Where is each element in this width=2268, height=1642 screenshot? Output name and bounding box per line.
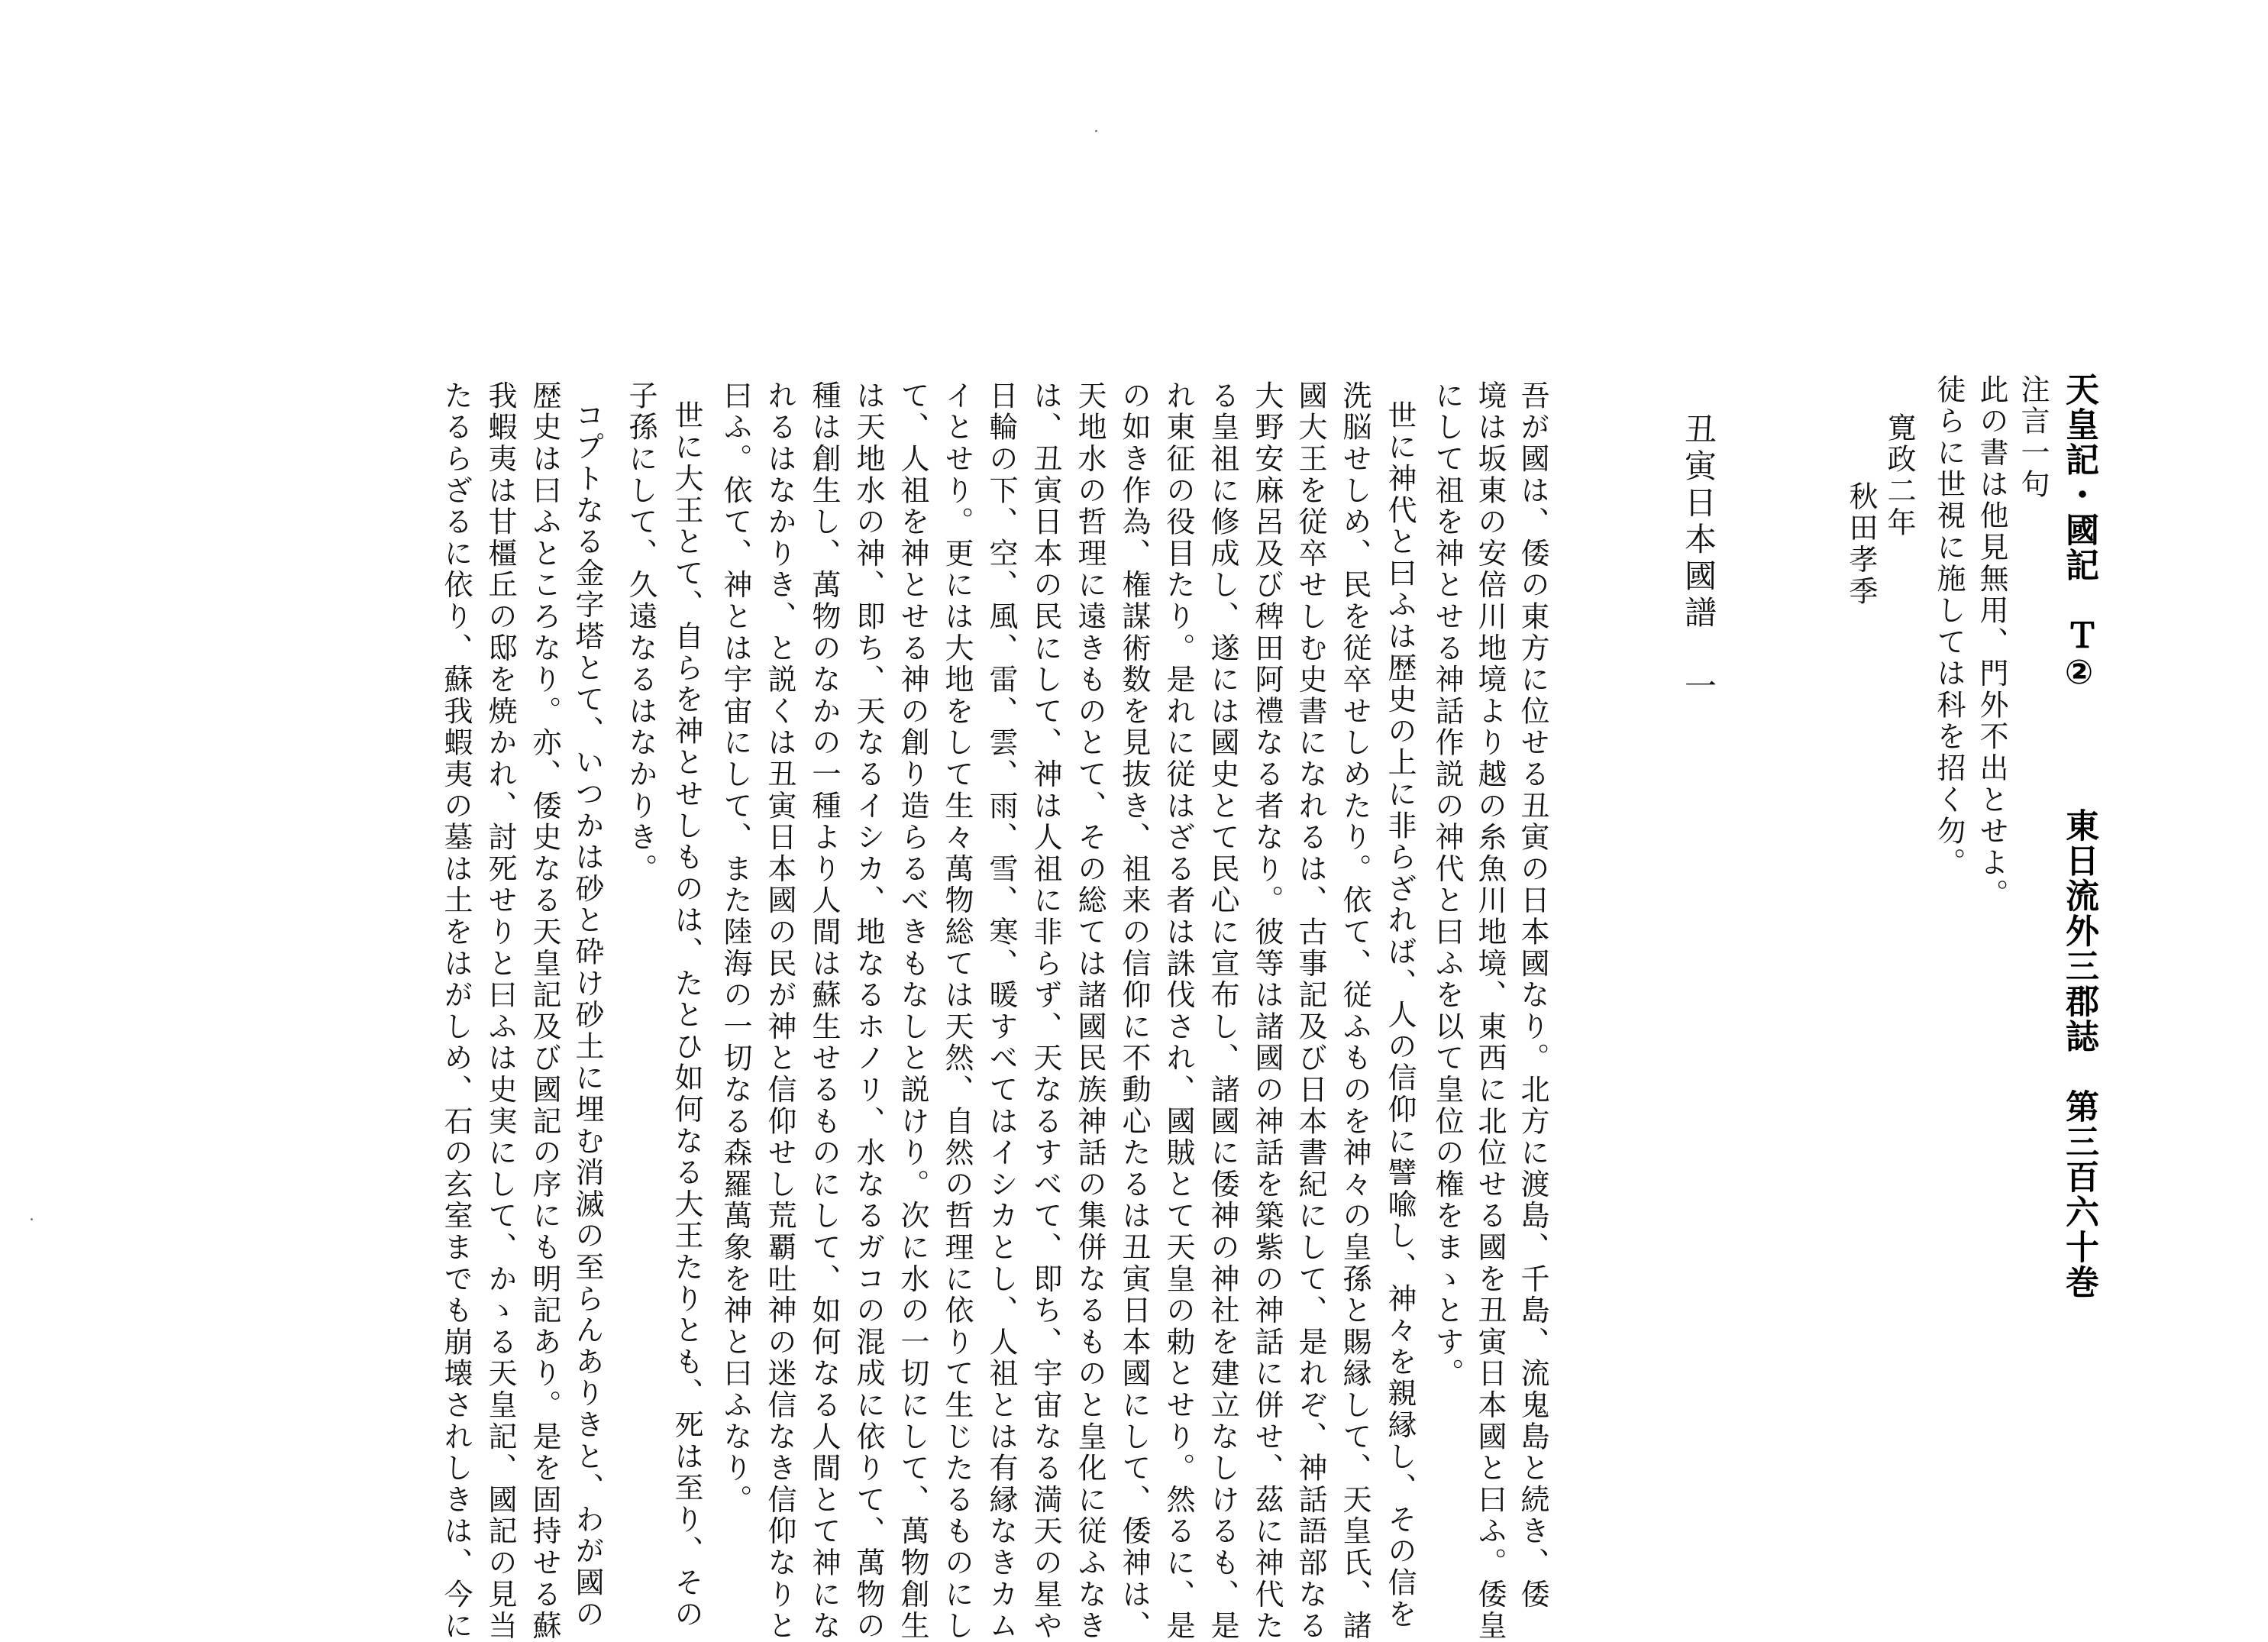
body-line: 境は坂東の安倍川地境より越の糸魚川地境、東西に北位せる國を丑寅日本國と曰ふ。倭皇 xyxy=(1473,380,1507,1642)
notice-author: 秋田孝季 xyxy=(1844,481,1878,608)
body-line: イとせり。更には大地をして生々萬物総ては天然、自然の哲理に依りて生じたるものにし xyxy=(940,380,974,1642)
body-line: て、人祖を神とせる神の創り造らるべきもなしと説けり。次に水の一切にして、萬物創生 xyxy=(896,380,929,1642)
scan-speck xyxy=(31,1218,33,1220)
body-line: 洗脳せしめ、民を従卒せしめたり。依て、従ふものを神々の皇孫と賜縁して、天皇氏、諸 xyxy=(1338,380,1371,1642)
body-line: の如き作為、権謀術数を見抜き、祖来の信仰に不動心たるは丑寅日本國にして、倭神は、 xyxy=(1117,380,1151,1642)
body-line: コプトなる金字塔とて、いつかは砂と砕け砂土に埋む消滅の至らんありきと、わが國の xyxy=(570,400,604,1631)
body-line: る皇祖に修成し、遂には國史とて民心に宣布し、諸國に倭神の神社を建立なしけるも、是 xyxy=(1206,380,1239,1642)
body-line: 日輪の下、空、風、雷、雲、雨、雪、寒、暖すべてはイシカとし、人祖とは有縁なきカム xyxy=(984,380,1018,1642)
series-title: 東日流外三郡誌 第三百六十巻 xyxy=(2060,808,2098,1300)
notice-date: 寛政二年 xyxy=(1882,412,1916,539)
document-title: 天皇記・國記 Ｔ② xyxy=(2060,372,2098,693)
body-line: 曰ふ。依て、神とは宇宙にして、また陸海の一切なる森羅萬象を神と曰ふなり。 xyxy=(719,380,752,1516)
scan-speck xyxy=(1095,130,1097,132)
body-line: 大野安麻呂及び稗田阿禮なる者なり。彼等は諸國の神話を築紫の神話に併せ、茲に神代た xyxy=(1250,380,1284,1642)
section-title: 丑寅日本國譜 一 xyxy=(1680,412,1717,706)
notice-heading: 注言一句 xyxy=(2016,374,2050,501)
body-line: 我蝦夷は甘橿丘の邸を焼かれ、討死せりと曰ふは史実にして、かゝる天皇記、國記の見当 xyxy=(483,380,517,1642)
notice-line-1: 此の書は他見無用、門外不出とせよ。 xyxy=(1975,374,2008,911)
body-line: れるはなかりき、と説くは丑寅日本國の民が神と信仰せし荒覇吐神の迷信なき信仰なりと xyxy=(763,380,796,1642)
body-line: 世に神代と曰ふは歴史の上に非らざれば、人の信仰に譬喩し、神々を親縁し、その信を xyxy=(1383,400,1417,1631)
notice-line-2: 徒らに世視に施しては科を招く勿。 xyxy=(1932,374,1966,879)
body-line: 天地水の哲理に遠きものとて、その総ては諸國民族神話の集併なるものと皇化に従ふなき xyxy=(1073,380,1107,1642)
body-line: 歴史は曰ふところなり。亦、倭史なる天皇記及び國記の序にも明記あり。是を固持せる蘇 xyxy=(528,380,561,1642)
body-line: にして祖を神とせる神話作説の神代と曰ふを以て皇位の権をまゝとす。 xyxy=(1430,380,1464,1390)
body-line: は、丑寅日本の民にして、神は人祖に非らず、天なるすべて、即ち、宇宙なる満天の星や xyxy=(1029,380,1062,1642)
body-line: 世に大王とて、自らを神とせしものは、たとひ如何なる大王たりとも、死は至り、その xyxy=(670,400,703,1631)
body-line: 國大王を従卒せしむ史書になれるは、古事記及び日本書紀にして、是れぞ、神話語部なる xyxy=(1294,380,1327,1642)
body-line: 吾が國は、倭の東方に位せる丑寅の日本國なり。北方に渡島、千島、流鬼島と続き、倭 xyxy=(1516,380,1549,1611)
body-line: 子孫にして、久遠なるはなかりき。 xyxy=(624,380,657,885)
body-line: れ東征の役目たり。是れに従はざる者は誅伐され、國賊とて天皇の勅とせり。然るに、是 xyxy=(1161,380,1195,1642)
body-line: たるらざるに依り、蘇我蝦夷の墓は土をはがしめ、石の玄室までも崩壊されしきは、今に xyxy=(439,380,473,1642)
body-line: は天地水の神、即ち、天なるイシカ、地なるホノリ、水なるガコの混成に依りて、萬物の xyxy=(851,380,885,1642)
body-line: 種は創生し、萬物のなかの一種より人間は蘇生せるものにして、如何なる人間とて神にな xyxy=(807,380,841,1642)
header-line xyxy=(2060,372,2098,1300)
